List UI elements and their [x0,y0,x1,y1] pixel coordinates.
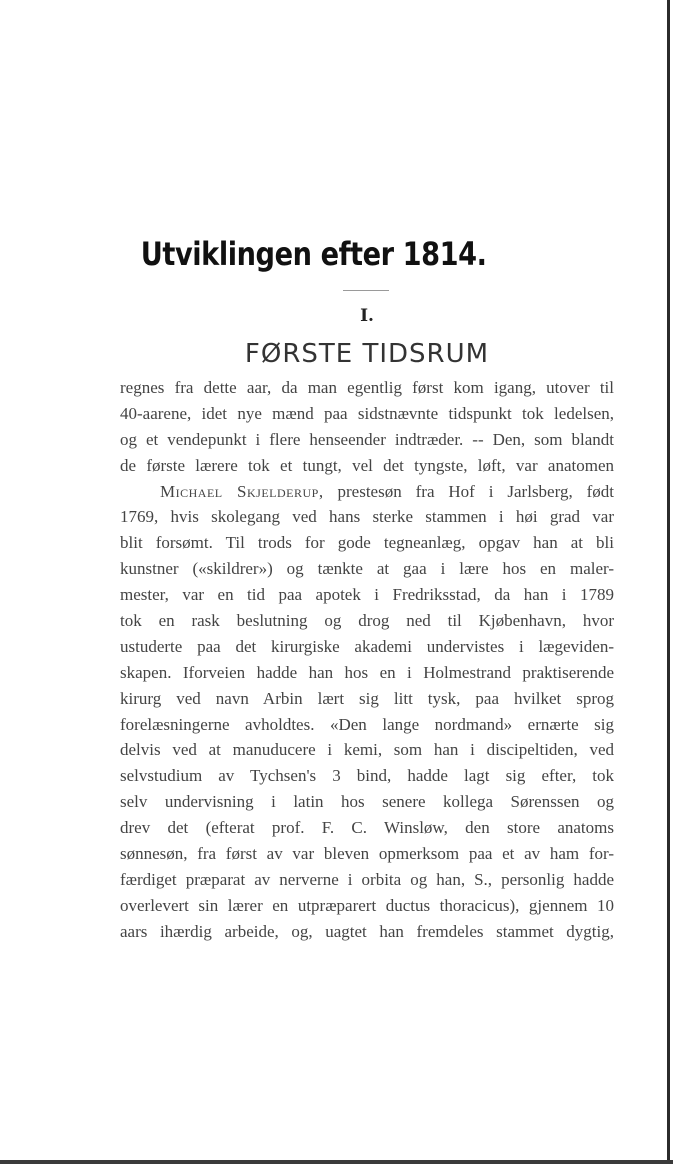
text-line-rest: prestesøn fra Hof i Jarlsberg, født [337,481,615,501]
text-line: selv undervisning i latin hos senere kollega Sørenssen og [120,792,614,812]
text-line: aars ihærdig arbeide, og, uagtet han fremdeles stammet dygtig, [120,921,614,941]
text-line: sønnesøn, fra først av var bleven opmerksom paa et av ham for- [120,844,614,864]
text-line: kirurg ved navn Arbin lært sig litt tysk, paa hvilket sprog [120,688,614,708]
body-text [120,375,614,945]
person-name-small-caps: Michael Skjelderup, [160,481,324,501]
section-number: I. [360,306,374,326]
text-line: selvstudium av Tychsen's 3 bind, hadde lagt sig efter, tok [120,766,614,786]
text-line: tok en rask beslutning og drog ned til Kjøbenhavn, hvor [120,611,614,631]
text-line: de første lærere tok et tungt, vel det tyngste, løft, var anatomen [120,455,614,475]
text-line: mester, var en tid paa apotek i Fredriksstad, da han i 1789 [120,585,614,605]
text-line: forelæsningerne avholdtes. «Den lange nordmand» ernærte sig [120,714,614,734]
page-edge-right [667,0,670,1164]
text-line: blit forsømt. Til trods for gode tegneanlæg, opgav han at bli [120,533,614,553]
page-edge-bottom [0,1160,673,1164]
text-line: kunstner («skildrer») og tænkte at gaa i lære hos en maler- [120,559,614,579]
text-line: skapen. Iforveien hadde han hos en i Holmestrand praktiserende [120,662,614,682]
text-line: og et vendepunkt i flere henseender indtræder. -- Den, som blandt [120,429,614,449]
text-line: ustuderte paa det kirurgiske akademi undervistes i lægeviden- [120,636,614,656]
text-line: delvis ved at manuducere i kemi, som han i discipeltiden, ved [120,740,614,760]
text-line: færdiget præparat av nerverne i orbita og han, S., personlig hadde [120,869,614,889]
text-line: drev det (efterat prof. F. C. Winsløw, den store anatoms [120,818,614,838]
text-line: 1769, hvis skolegang ved hans sterke stammen i høi grad var [120,507,614,527]
chapter-title: Utviklingen efter 1814. [140,235,487,273]
text-line: 40-aarene, idet nye mænd paa sidstnævnte tidspunkt tok ledelsen, [120,403,614,423]
title-divider-rule [343,290,389,291]
text-line-with-name [120,479,614,505]
section-heading: FØRSTE TIDSRUM [244,339,490,369]
text-line: regnes fra dette aar, da man egentlig først kom igang, utover til [120,378,614,397]
text-line: overlevert sin lærer en utpræparert ductus thoracicus), gjennem 10 [120,895,614,915]
